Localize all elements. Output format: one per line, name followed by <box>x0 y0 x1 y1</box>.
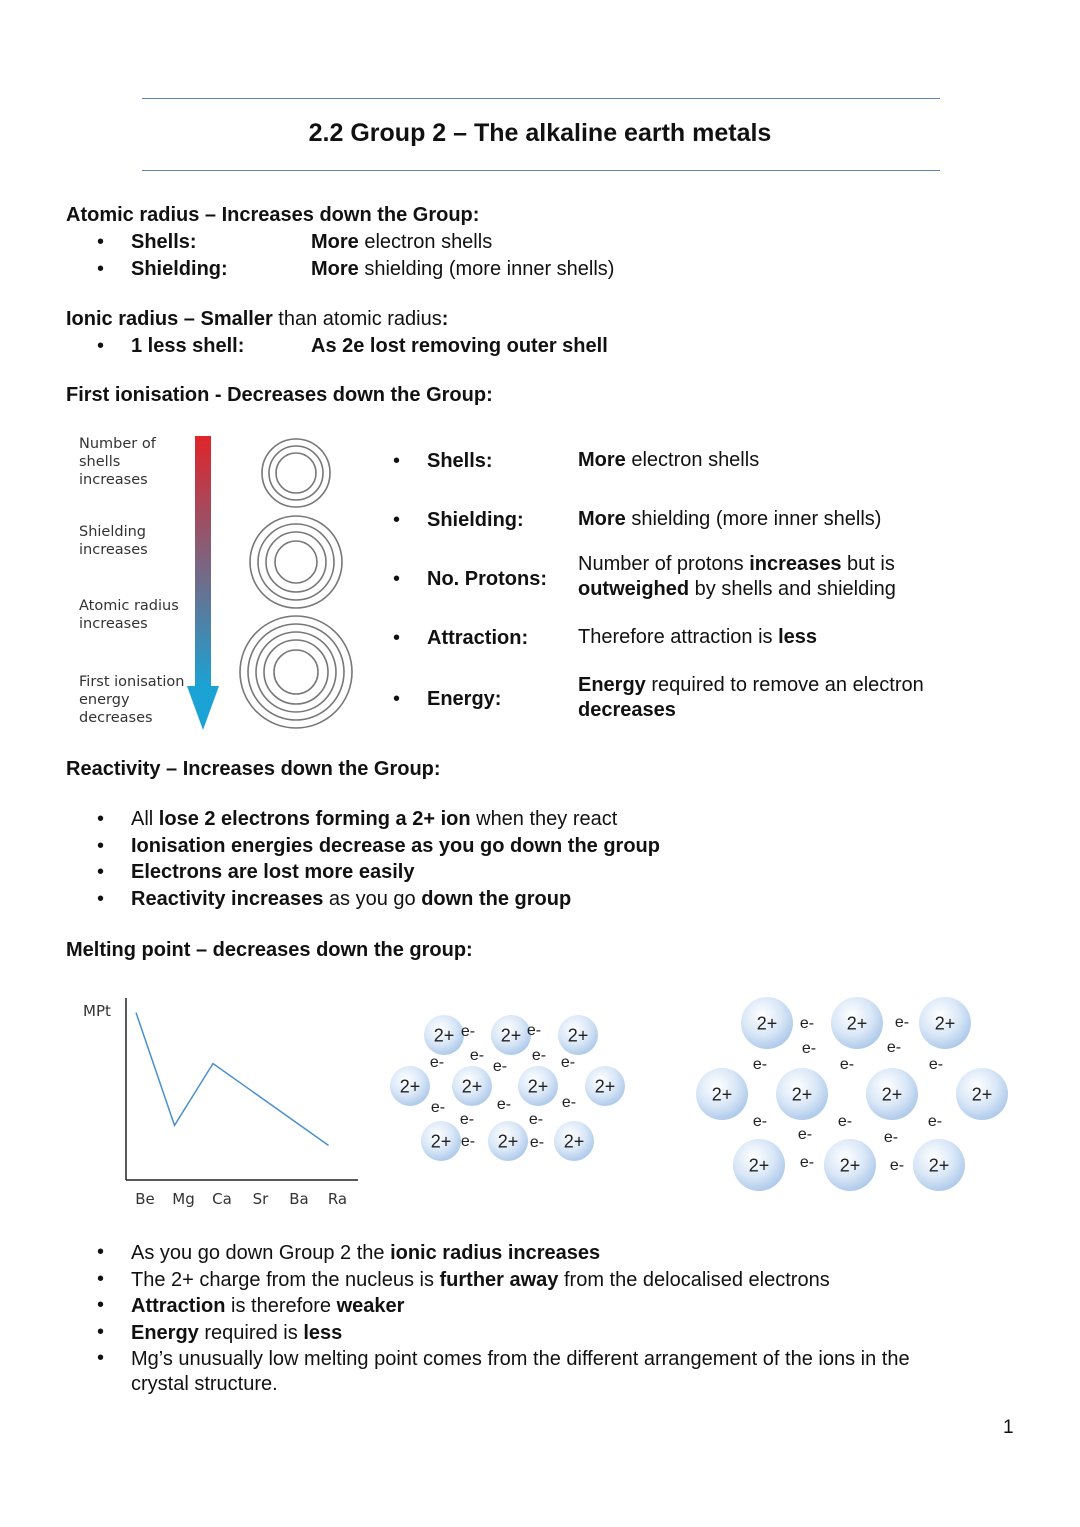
electron-label: e- <box>928 1056 944 1073</box>
ion-charge-label: 2+ <box>971 1084 993 1105</box>
ionic-shell-value: As 2e lost removing outer shell <box>311 335 608 357</box>
ion-charge-label: 2+ <box>839 1155 861 1176</box>
trend-arrow-icon <box>185 432 225 732</box>
page-title: 2.2 Group 2 – The alkaline earth metals <box>308 119 772 147</box>
text-run: weaker <box>336 1295 405 1317</box>
fi-value <box>578 552 998 602</box>
melting-item <box>131 1268 1011 1293</box>
text-run: down the group <box>421 887 572 910</box>
ion-charge-label: 2+ <box>461 1076 483 1097</box>
text-run: when they react <box>470 808 618 830</box>
atomic-shells-value: More electron shells <box>311 231 493 253</box>
electron-label: e- <box>799 1154 815 1171</box>
text-run: increases <box>749 553 842 575</box>
text-run: outweighed <box>578 578 690 600</box>
chart-tick-label: Ba <box>289 1190 309 1208</box>
bullet: • <box>393 627 401 649</box>
ion-charge-label: 2+ <box>399 1076 421 1097</box>
bullet: • <box>97 1294 105 1316</box>
electron-label: e- <box>883 1129 899 1146</box>
bullet: • <box>393 568 401 590</box>
ion-charge-label: 2+ <box>756 1013 778 1034</box>
melting-item <box>131 1321 1011 1346</box>
electron-label: e- <box>797 1126 813 1143</box>
electron-label: e- <box>886 1039 902 1056</box>
fi-value <box>578 448 998 473</box>
bullet: • <box>393 688 401 710</box>
text-run: The 2+ charge from the nucleus is <box>131 1269 440 1291</box>
bullet: • <box>97 1321 105 1343</box>
top-rule <box>142 98 940 99</box>
bullet: • <box>97 1241 105 1263</box>
text-run: less <box>778 626 818 648</box>
fi-label: Attraction: <box>427 627 529 649</box>
text-run: All <box>131 808 159 830</box>
electron-label: e- <box>460 1133 476 1150</box>
ion-charge-label: 2+ <box>567 1025 589 1046</box>
chart-tick-label: Ra <box>327 1190 348 1208</box>
bullet: • <box>97 335 105 357</box>
text-run: decreases <box>578 699 676 721</box>
ion-charge-label: 2+ <box>430 1131 452 1152</box>
melting-point-chart <box>110 990 370 1220</box>
ion-charge-label: 2+ <box>846 1013 868 1034</box>
chart-tick-label: Sr <box>252 1190 269 1208</box>
bottom-rule <box>142 170 940 171</box>
chart-tick-label: Mg <box>172 1190 195 1208</box>
ion-charge-label: 2+ <box>563 1131 585 1152</box>
text-run: Mg’s unusually low melting point comes from the different arrangement of the ions in the <box>131 1348 910 1370</box>
melting-item <box>131 1294 1011 1319</box>
electron-label: e- <box>799 1015 815 1032</box>
bullet: • <box>393 509 401 531</box>
text-run: Number of protons <box>578 553 750 575</box>
side-label-radius: Atomic radius increases <box>79 598 179 632</box>
text-run: crystal structure. <box>131 1373 278 1395</box>
ion-charge-label: 2+ <box>934 1013 956 1034</box>
text-run: from the delocalised electrons <box>558 1269 830 1291</box>
chart-series-line <box>136 1013 329 1146</box>
ion-lattice-small <box>380 1005 630 1175</box>
reactivity-item <box>131 861 414 884</box>
electron-shells-diagram-icon <box>238 434 358 734</box>
electron-label: e- <box>752 1056 768 1073</box>
text-run: electron shells <box>625 449 760 471</box>
bullet: • <box>97 1268 105 1290</box>
reactivity-item <box>131 835 660 858</box>
bullet: • <box>97 1347 105 1369</box>
atomic-shielding-value: More shielding (more inner shells) <box>311 258 615 280</box>
ion-charge-label: 2+ <box>711 1084 733 1105</box>
text-run: further away <box>439 1269 559 1291</box>
text-run: Energy <box>578 674 646 696</box>
electron-label: e- <box>531 1047 547 1064</box>
bullet: • <box>97 887 105 910</box>
fi-value <box>578 625 998 650</box>
text-run: as you go <box>323 887 422 910</box>
fi-label: No. Protons: <box>427 568 547 590</box>
fi-label: Energy: <box>427 688 502 710</box>
ion-charge-label: 2+ <box>500 1025 522 1046</box>
text-run: is therefore <box>225 1295 337 1317</box>
text-run: shielding (more inner shells) <box>625 508 882 530</box>
text-run: less <box>303 1322 343 1344</box>
text-run: More <box>578 449 626 471</box>
electron-label: e- <box>492 1058 508 1075</box>
ion-charge-label: 2+ <box>497 1131 519 1152</box>
ion-charge-label: 2+ <box>928 1155 950 1176</box>
bullet: • <box>97 808 105 830</box>
text-run: ionic radius increases <box>390 1242 601 1264</box>
melting-point-heading: Melting point – decreases down the group: <box>66 939 473 961</box>
ion-charge-label: 2+ <box>433 1025 455 1046</box>
text-run: by shells and shielding <box>689 578 896 600</box>
text-run: As you go down Group 2 the <box>131 1242 391 1264</box>
reactivity-item <box>131 888 571 911</box>
bullet: • <box>97 861 105 883</box>
atomic-radius-heading: Atomic radius – Increases down the Group: <box>66 204 480 226</box>
electron-label: e- <box>460 1023 476 1040</box>
electron-label: e- <box>839 1056 855 1073</box>
electron-label: e- <box>496 1096 512 1113</box>
electron-label: e- <box>529 1134 545 1151</box>
electron-label: e- <box>430 1099 446 1116</box>
electron-label: e- <box>526 1022 542 1039</box>
electron-label: e- <box>459 1111 475 1128</box>
melting-item <box>131 1241 1011 1266</box>
electron-label: e- <box>560 1054 576 1071</box>
electron-label: e- <box>469 1047 485 1064</box>
text-run: required to remove an electron <box>645 674 924 696</box>
ion-lattice-large <box>690 990 1020 1200</box>
electron-label: e- <box>927 1113 943 1130</box>
electron-label: e- <box>837 1113 853 1130</box>
electron-label: e- <box>889 1157 905 1174</box>
page-number: 1 <box>1003 1417 1014 1438</box>
ion-charge-label: 2+ <box>748 1155 770 1176</box>
text-run: Therefore attraction is <box>578 626 779 648</box>
ion-charge-label: 2+ <box>594 1076 616 1097</box>
side-label-shielding: Shielding increases <box>79 524 148 558</box>
reactivity-item <box>131 808 617 831</box>
atomic-shielding-label: Shielding: <box>131 258 228 280</box>
text-run: Attraction <box>131 1295 226 1317</box>
bullet: • <box>393 450 401 472</box>
fi-value <box>578 673 998 723</box>
text-run: lose 2 electrons forming a 2+ ion <box>158 808 471 830</box>
atomic-shells-label: Shells: <box>131 231 197 253</box>
electron-label: e- <box>894 1014 910 1031</box>
ion-charge-label: 2+ <box>527 1076 549 1097</box>
ion-charge-label: 2+ <box>791 1084 813 1105</box>
ionic-radius-heading: Ionic radius – Smaller than atomic radius: <box>66 308 449 330</box>
text-run: Electrons are lost more easily <box>131 861 415 883</box>
first-ionisation-heading: First ionisation - Decreases down the Group: <box>66 384 493 406</box>
electron-label: e- <box>561 1094 577 1111</box>
bullet: • <box>97 231 105 253</box>
melting-item <box>131 1347 1011 1397</box>
text-run: Ionisation energies decrease as you go down the group <box>131 834 660 857</box>
ion-charge-label: 2+ <box>881 1084 903 1105</box>
chart-tick-label: Ca <box>212 1190 232 1208</box>
text-run: Energy <box>131 1322 199 1344</box>
ionic-shell-label: 1 less shell: <box>131 335 245 357</box>
fi-value <box>578 507 998 532</box>
bullet: • <box>97 258 105 280</box>
electron-label: e- <box>801 1040 817 1057</box>
reactivity-heading: Reactivity – Increases down the Group: <box>66 758 441 780</box>
chart-tick-label: Be <box>135 1190 155 1208</box>
text-run: More <box>578 508 626 530</box>
side-label-ionisation: First ionisation energy decreases <box>79 674 185 726</box>
electron-label: e- <box>752 1113 768 1130</box>
chart-ylabel: MPt <box>83 1002 111 1020</box>
side-label-shells: Number of shells increases <box>79 436 156 488</box>
fi-label: Shielding: <box>427 509 524 531</box>
text-run: required is <box>198 1322 304 1344</box>
text-run: Reactivity increases <box>131 887 324 910</box>
electron-label: e- <box>528 1111 544 1128</box>
text-run: but is <box>841 553 895 575</box>
electron-label: e- <box>429 1054 445 1071</box>
fi-label: Shells: <box>427 450 493 472</box>
bullet: • <box>97 834 105 857</box>
